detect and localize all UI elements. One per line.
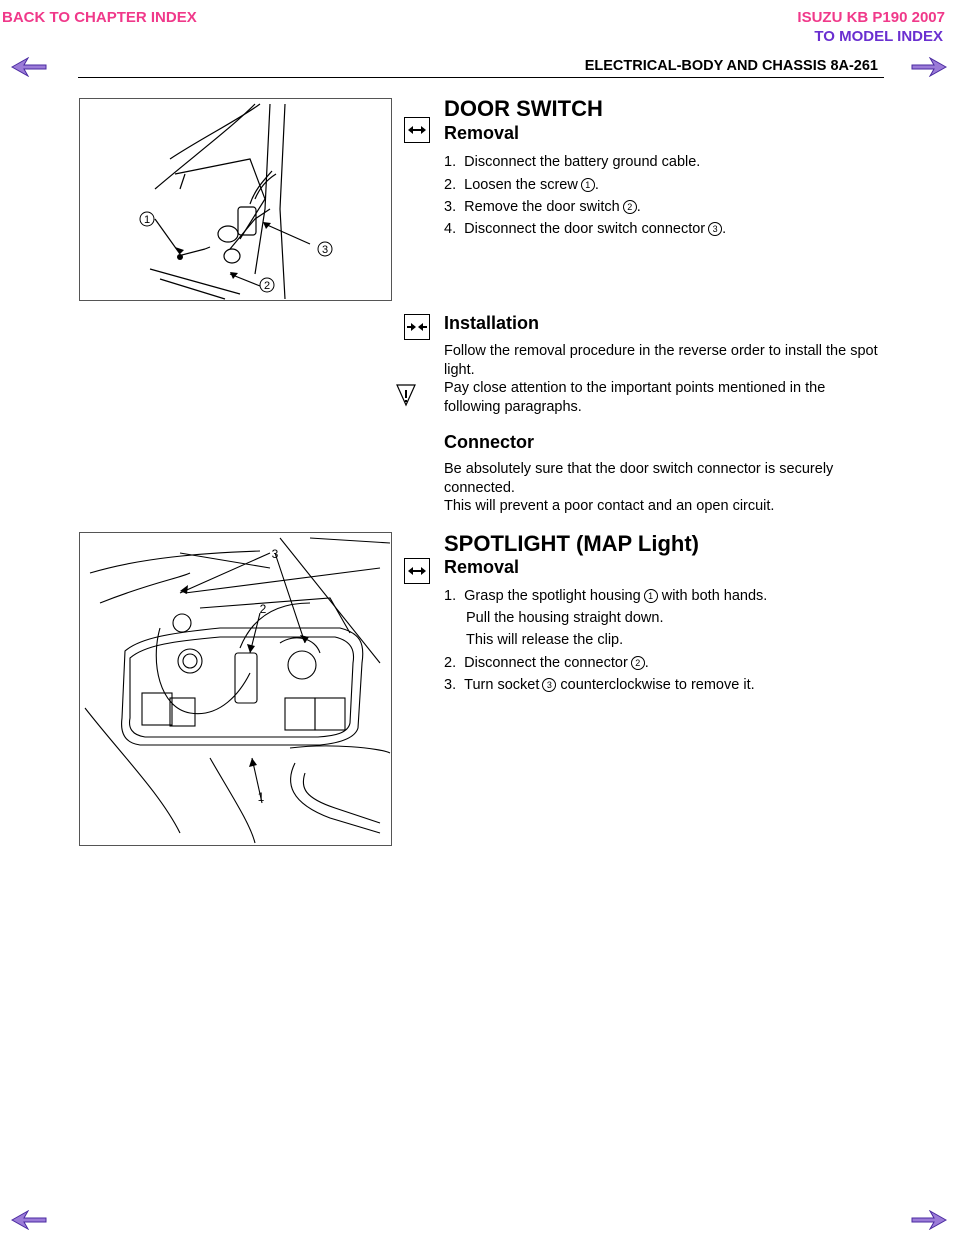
door-step-1: 1. Disconnect the battery ground cable. [444,154,701,170]
installation-heading: Installation [444,313,540,333]
next-page-icon[interactable] [910,57,948,77]
door-figure-label-1: 1 [143,214,151,226]
removal-icon [404,117,430,143]
model-title-link[interactable]: ISUZU KB P190 2007 [797,9,945,26]
spot-figure-label-2: 2 [259,602,267,616]
installation-para-1: Follow the removal procedure in the reverse order to install the spot light. [444,343,878,378]
installation-icon [404,314,430,340]
door-switch-figure [79,98,392,301]
installation-para-2: Pay close attention to the important points mentioned in the following paragraphs. [444,380,826,415]
spot-step-1-sub-2: This will release the clip. [466,632,624,648]
spot-figure-label-1: 1 [257,790,265,804]
next-page-bottom-icon[interactable] [910,1210,948,1230]
prev-page-bottom-icon[interactable] [10,1210,48,1230]
connector-para-2: This will prevent a poor contact and an open circuit. [444,498,775,514]
spot-step-1: 1. Grasp the spotlight housing 1 with both hands. [444,588,768,604]
spot-step-3: 3. Turn socket 3 counterclockwise to remove it. [444,677,755,693]
door-figure-label-3: 3 [321,244,329,256]
spot-figure-label-3: 3 [271,547,279,561]
door-step-3: 3. Remove the door switch 2 . [444,199,641,215]
door-step-4: 4. Disconnect the door switch connector 3 . [444,221,727,237]
connector-heading: Connector [444,432,534,452]
spotlight-title: SPOTLIGHT (MAP Light) [444,531,700,556]
connector-para-1: Be absolutely sure that the door switch connector is securely connected. [444,461,834,496]
spot-step-2: 2. Disconnect the connector 2 . [444,655,649,671]
door-removal-heading: Removal [444,123,520,143]
prev-page-icon[interactable] [10,57,48,77]
spotlight-figure [79,532,392,846]
door-switch-title: DOOR SWITCH [444,96,603,121]
spot-removal-heading: Removal [444,557,520,577]
door-figure-label-2: 2 [263,280,271,292]
header-rule [78,77,884,78]
page-header-title: ELECTRICAL-BODY AND CHASSIS 8A-261 [584,58,878,74]
door-step-2: 2. Loosen the screw 1 . [444,177,599,193]
caution-icon [395,383,417,407]
spot-removal-icon [404,558,430,584]
spot-step-1-sub-1: Pull the housing straight down. [466,610,664,626]
to-model-index-link[interactable]: TO MODEL INDEX [814,28,943,45]
back-to-chapter-index-link[interactable]: BACK TO CHAPTER INDEX [2,9,197,26]
